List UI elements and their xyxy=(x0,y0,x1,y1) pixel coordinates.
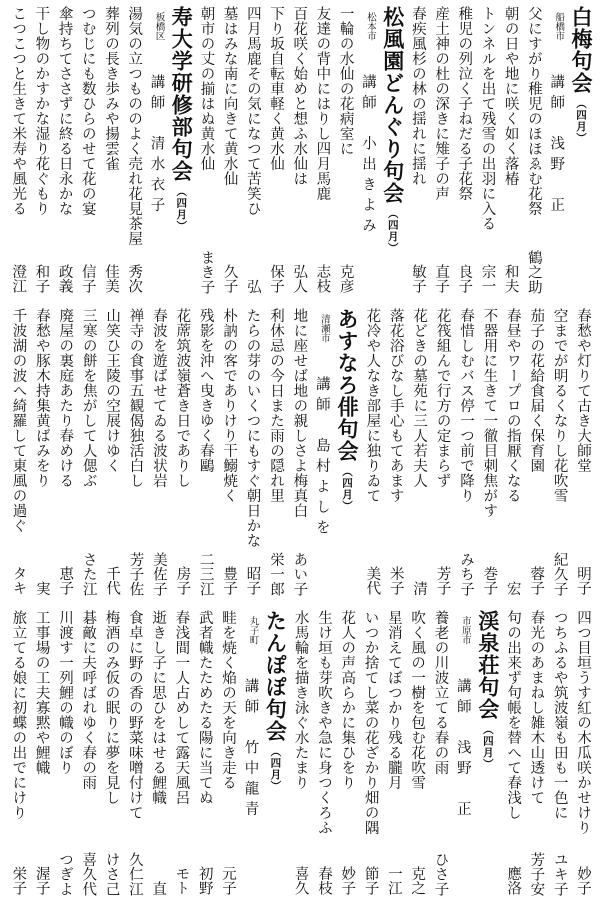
haiku-author: 克之 xyxy=(409,866,426,896)
haiku-verse: 生け垣も芽吹きや急に身つくろふ xyxy=(315,610,332,835)
verse-column xyxy=(220,306,240,598)
band-columns xyxy=(6,608,594,898)
haiku-verse: 干し物のかすかな湿り花ぐもり xyxy=(33,6,50,216)
verse-column xyxy=(410,306,430,598)
group-title-column xyxy=(569,4,594,296)
verse-column xyxy=(432,4,452,296)
group-title-column xyxy=(381,4,406,296)
band-columns xyxy=(6,4,594,296)
lecturer-column xyxy=(148,4,166,296)
haiku-author: 克彦 xyxy=(337,264,354,294)
haiku-verse: 畦を焼く焔の天を向き走る xyxy=(220,610,237,790)
verse-column xyxy=(172,608,192,898)
group-title xyxy=(379,6,406,254)
verse-column xyxy=(338,608,358,898)
haiku-author: 和夫 xyxy=(502,264,519,294)
verse-column xyxy=(527,306,547,598)
haiku-author: 宗一 xyxy=(479,264,496,294)
haiku-author: 二三江 xyxy=(197,551,214,596)
group-month: （四月） xyxy=(481,724,494,770)
haiku-author: 妙子 xyxy=(339,866,356,896)
group-title-text: 渓泉荘句会 xyxy=(475,610,500,720)
haiku-verse: 四月馬鹿その気になつて苦笑ひ xyxy=(244,6,261,216)
haiku-verse: トンネルを出て残雪の出羽に入る xyxy=(479,6,496,231)
verse-column xyxy=(336,4,356,296)
haiku-verse: 利休忌の今日また雨の隠れ里 xyxy=(267,308,284,503)
lecturer-name: 講師 島村よしを xyxy=(313,376,330,540)
haiku-verse: つむじにも数ひらのせて花の宴 xyxy=(79,6,96,216)
haiku-author: 妙子 xyxy=(575,866,591,896)
group-location: 清瀬市 xyxy=(318,314,330,343)
haiku-verse: つちふるや筑波嶺も田も一色に xyxy=(551,610,568,820)
haiku-verse: 百花咲く始めと想ふ水仙は xyxy=(291,6,308,186)
verse-column xyxy=(431,608,451,898)
verse-column xyxy=(290,306,310,598)
haiku-author: ひさ子 xyxy=(432,851,449,896)
haiku-verse: 廃屋の裏庭あたり春めける xyxy=(57,308,74,488)
lecturer-column xyxy=(242,608,260,898)
group-title-text: あすなろ俳句会 xyxy=(334,308,359,462)
band-top xyxy=(6,4,594,296)
haiku-author: 信子 xyxy=(79,264,96,294)
group-title-column xyxy=(476,608,501,898)
verse-column xyxy=(501,4,521,296)
verse-column xyxy=(195,608,215,898)
haiku-author: さた江 xyxy=(80,551,97,596)
group-location: 船橋市 xyxy=(553,12,565,41)
haiku-author: 良子 xyxy=(456,264,473,294)
haiku-author: 美代 xyxy=(364,566,381,596)
haiku-verse: 産土神の杜の深きに雉子の声 xyxy=(433,6,450,201)
group-month: （四月） xyxy=(575,98,587,144)
verse-column xyxy=(125,4,145,296)
lecturer-name: 講師 小出きよみ xyxy=(359,74,376,238)
verse-column xyxy=(32,306,52,598)
verse-column xyxy=(150,306,170,598)
verse-column xyxy=(267,306,287,598)
haiku-author: 宏 xyxy=(504,581,521,596)
verse-column xyxy=(455,4,475,296)
haiku-verse: 朴訥の客でありけり干鰯焼く xyxy=(221,308,238,503)
lecturer-column xyxy=(454,608,472,898)
verse-column xyxy=(196,306,216,598)
verse-column xyxy=(243,306,263,598)
haiku-author: 喜久代 xyxy=(80,851,97,896)
haiku-author: 保子 xyxy=(268,264,285,294)
verse-column xyxy=(313,4,333,296)
haiku-author: 直 xyxy=(150,881,167,896)
haiku-verse: たらの芽のいくつにもすぐ朝日かな xyxy=(244,308,261,548)
haiku-author: 巻子 xyxy=(481,566,498,596)
haiku-verse: いつか捨てし菜の花ざかり畑の隅 xyxy=(362,610,379,835)
group-month: （四月） xyxy=(269,746,282,792)
haiku-verse: 地に座せば地の親しさよ梅真白 xyxy=(291,308,308,518)
haiku-author: あい子 xyxy=(291,551,308,596)
haiku-author: 栄一郎 xyxy=(267,551,284,596)
lecturer-column xyxy=(548,4,566,296)
group-title xyxy=(333,308,360,512)
verse-column xyxy=(457,306,477,598)
haiku-author: 芳子安 xyxy=(528,851,545,896)
haiku-author: 弘人 xyxy=(291,264,308,294)
haiku-author: 明子 xyxy=(575,566,591,596)
haiku-verse: 墓はみな南に向きて黄水仙 xyxy=(221,6,238,186)
haiku-verse: 不器用に生きて一徹目刺焦がす xyxy=(481,308,498,518)
haiku-author: つぎよ xyxy=(56,851,73,896)
group-title-column xyxy=(263,608,288,898)
verse-column xyxy=(409,4,429,296)
group-title-text: たんぽぽ句会 xyxy=(263,610,288,742)
verse-column xyxy=(79,306,99,598)
verse-column xyxy=(267,4,287,296)
verse-column xyxy=(126,608,146,898)
haiku-verse: 星消えてぼつかり残る朧月 xyxy=(385,610,402,790)
verse-column xyxy=(197,4,217,296)
haiku-verse: 一輪の水仙の花病室に xyxy=(337,6,354,156)
verse-column xyxy=(363,306,383,598)
group-title-column xyxy=(170,4,195,296)
verse-column xyxy=(386,306,406,598)
haiku-verse: 工事場の工夫寡黙や鯉幟 xyxy=(33,610,50,775)
haiku-author: 喜久 xyxy=(292,866,309,896)
haiku-author: 志枝 xyxy=(314,264,331,294)
haiku-verse: 春疾風杉の林の揺れに揺れ xyxy=(409,6,426,186)
haiku-author: ユキ子 xyxy=(551,851,568,896)
verse-column xyxy=(525,4,545,296)
haiku-verse: 花人の声高らかに集ひをり xyxy=(339,610,356,790)
verse-column xyxy=(550,608,570,898)
group-title xyxy=(261,610,288,792)
haiku-verse: 傘持ちてささずに終る日永かな xyxy=(56,6,73,216)
verse-column xyxy=(56,306,76,598)
haiku-author: 秀次 xyxy=(126,264,143,294)
verse-column xyxy=(32,608,52,898)
group-month: （四月） xyxy=(340,466,353,512)
haiku-verse: 花どきの墓苑に三人若夫人 xyxy=(411,308,428,488)
haiku-verse: 空までが明るくなりし花吹雪 xyxy=(551,308,568,503)
group-location: 板橋区 xyxy=(153,12,165,41)
group-title-text: 松風園どんぐり句会 xyxy=(380,6,405,204)
verse-column xyxy=(219,608,239,898)
group-location: 市原市 xyxy=(459,616,471,645)
haiku-verse: 春光のあまねし雑木山透けて xyxy=(528,610,545,805)
verse-column xyxy=(149,608,169,898)
verse-column xyxy=(480,306,500,598)
haiku-verse: 碁敵に夫呼ばれゆく春の雨 xyxy=(80,610,97,790)
haiku-author: 一江 xyxy=(385,866,402,896)
lecturer-column xyxy=(360,4,378,296)
verse-column xyxy=(103,306,123,598)
haiku-verse: 友達の背中にはりし四月馬鹿 xyxy=(314,6,331,201)
haiku-verse: 川渡す一列鯉の幟のぼり xyxy=(56,610,73,775)
haiku-verse: 父にすがり稚児のほほゑむ花祭 xyxy=(525,6,542,216)
verse-column xyxy=(9,4,29,296)
verse-column xyxy=(574,608,594,898)
verse-column xyxy=(503,306,523,598)
haiku-verse: こつこつと生きて米寿や風光る xyxy=(10,6,27,216)
haiku-author: 芳子佐 xyxy=(127,551,144,596)
haiku-author: 應洛 xyxy=(505,866,522,896)
lecturer-name: 講師 清水衣子 xyxy=(148,74,165,218)
verse-column xyxy=(244,4,264,296)
verse-column xyxy=(315,608,335,898)
verse-column xyxy=(9,608,29,898)
verse-column xyxy=(55,4,75,296)
haiku-verse: 春愁や豚木持集黄ばみをり xyxy=(33,308,50,488)
haiku-verse: 四つ目垣うす紅の木瓜咲かせけり xyxy=(575,610,591,835)
verse-column xyxy=(220,4,240,296)
verse-column xyxy=(56,608,76,898)
verse-column xyxy=(478,4,498,296)
haiku-author: 節子 xyxy=(362,866,379,896)
haiku-author: 昭子 xyxy=(244,566,261,596)
haiku-verse: 春愁や灯りて古き大師堂 xyxy=(575,308,591,473)
haiku-author: 千代 xyxy=(104,566,121,596)
group-title-text: 寿大学研修部句会 xyxy=(169,6,194,182)
verse-column xyxy=(291,608,311,898)
lecturer-column xyxy=(313,306,332,598)
haiku-verse: 梅酒のみ仮の眠りに夢を見し xyxy=(103,610,120,805)
haiku-author: 澄江 xyxy=(10,264,27,294)
band-columns xyxy=(6,306,594,598)
haiku-verse: 千波湖の波へ綺羅して東風の過ぐ xyxy=(10,308,27,533)
verse-column xyxy=(102,4,122,296)
haiku-author: 直子 xyxy=(433,264,450,294)
verse-column xyxy=(173,306,193,598)
haiku-author: 米子 xyxy=(387,566,404,596)
group-location: 松本市 xyxy=(364,12,376,41)
haiku-author: 実 xyxy=(33,581,50,596)
haiku-author: 渥子 xyxy=(33,866,50,896)
haiku-verse: 句の出来ず句帳を替へて春浅し xyxy=(505,610,522,820)
lecturer-name: 講師 浅野 正 xyxy=(548,74,565,218)
haiku-verse: 春波を遊ばせてゐる波状岩 xyxy=(150,308,167,488)
haiku-verse: 禅寺の食事五観偈独活白し xyxy=(127,308,144,488)
verse-column xyxy=(574,306,594,598)
haiku-author: 紀久子 xyxy=(551,551,568,596)
verse-column xyxy=(550,306,570,598)
group-title xyxy=(567,6,594,144)
haiku-author: 美佐子 xyxy=(150,551,167,596)
haiku-verse: 朝市の丈の揃はぬ黄水仙 xyxy=(198,6,215,171)
verse-column xyxy=(79,4,99,296)
verse-column xyxy=(9,306,29,598)
haiku-verse: 三寒の餅を焦がして人偲ぶ xyxy=(80,308,97,488)
haiku-verse: 山笑ひ王陵の空展けゆく xyxy=(104,308,121,473)
group-month: （四月） xyxy=(175,186,188,232)
band-middle xyxy=(6,306,594,598)
haiku-verse: 春昼やワープロの指厭くなる xyxy=(504,308,521,503)
haiku-verse: 茄子の花給食届く保育園 xyxy=(528,308,545,473)
haiku-author: みち子 xyxy=(457,551,474,596)
haiku-author: まき子 xyxy=(198,249,215,294)
verse-column xyxy=(102,608,122,898)
verse-column xyxy=(32,4,52,296)
haiku-verse: 稚児の列泣く子ねだる子花祭 xyxy=(456,6,473,201)
haiku-author: 春枝 xyxy=(315,866,332,896)
haiku-author: 鶴之助 xyxy=(525,249,542,294)
haiku-verse: 花筏組んで行方の定まらず xyxy=(434,308,451,488)
haiku-author: 芳子 xyxy=(434,566,451,596)
haiku-author: 久仁江 xyxy=(126,851,143,896)
haiku-verse: 武者幟たためたる陽に当てぬ xyxy=(196,610,213,805)
haiku-verse: 逝きし子に思ひをはせる鯉幟 xyxy=(150,610,167,805)
haiku-verse: 葬列の長き歩みや揚雲雀 xyxy=(102,6,119,171)
haiku-verse: 春惜しむバス停一つ前で降り xyxy=(457,308,474,503)
haiku-verse: 吹く風の一樹を包む花吹雪 xyxy=(409,610,426,790)
haiku-author: 元子 xyxy=(220,866,237,896)
group-title xyxy=(474,610,501,770)
verse-column xyxy=(385,608,405,898)
haiku-author: タキ xyxy=(10,566,27,596)
haiku-author: モト xyxy=(173,866,190,896)
band-bottom xyxy=(6,608,594,898)
haiku-author: 栄子 xyxy=(10,866,27,896)
haiku-author: 政義 xyxy=(56,264,73,294)
haiku-author: 初野 xyxy=(196,866,213,896)
haiku-author: 房子 xyxy=(174,566,191,596)
verse-column xyxy=(290,4,310,296)
haiku-verse: 落花浴びなし手心もてあます xyxy=(387,308,404,503)
haiku-verse: 旅立てる娘に初蝶の出でにけり xyxy=(10,610,27,820)
lecturer-name: 講師 浅野 正 xyxy=(454,678,471,822)
verse-column xyxy=(408,608,428,898)
haiku-verse: 残影を沖へ曳きゆく春鷗 xyxy=(197,308,214,473)
verse-column xyxy=(527,608,547,898)
haiku-verse: 食卓に野の香の野菜味噌付けて xyxy=(126,610,143,820)
haiku-verse: 花蓆筑波嶺蒼き日でありし xyxy=(174,308,191,488)
haiku-verse: 養老の川波立てる春の雨 xyxy=(432,610,449,775)
group-title xyxy=(167,6,194,232)
haiku-verse: 花冷や人なき部屋に独りゐて xyxy=(364,308,381,503)
group-location: 丸子町 xyxy=(247,616,259,645)
verse-column xyxy=(126,306,146,598)
haiku-verse: 水馬輪を描き泳ぐ水たまり xyxy=(292,610,309,790)
haiku-author: 恵子 xyxy=(57,566,74,596)
haiku-author: 久子 xyxy=(221,264,238,294)
group-month: （四月） xyxy=(386,208,399,254)
haiku-author: 豊子 xyxy=(221,566,238,596)
lecturer-name: 講師 竹中龍青 xyxy=(242,678,259,822)
verse-column xyxy=(79,608,99,898)
haiku-author: 敏子 xyxy=(409,264,426,294)
haiku-author: 清 xyxy=(411,581,428,596)
haiku-author: 弘 xyxy=(244,279,261,294)
haiku-author: 蓉子 xyxy=(528,566,545,596)
haiku-author: けさ己 xyxy=(103,851,120,896)
verse-column xyxy=(361,608,381,898)
verse-column xyxy=(504,608,524,898)
group-title-column xyxy=(335,306,360,598)
haiku-verse: 下り坂自転車軽く黄水仙 xyxy=(268,6,285,171)
haiku-verse: 朝の日や地に咲く如く落椿 xyxy=(502,6,519,186)
haiku-author: 佳美 xyxy=(102,264,119,294)
haiku-author: 和子 xyxy=(33,264,50,294)
haiku-verse: 湯気の立つもののよく売れ花見茶屋 xyxy=(126,6,143,246)
verse-column xyxy=(433,306,453,598)
haiku-verse: 春浅間一人占めして露天風呂 xyxy=(173,610,190,805)
group-title-text: 白梅句会 xyxy=(569,6,593,94)
